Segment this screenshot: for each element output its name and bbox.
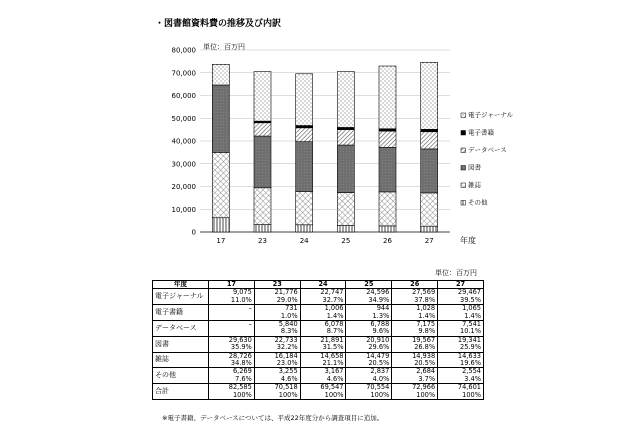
bar-segment	[337, 226, 354, 232]
bar-segment	[379, 226, 396, 232]
bar-segment	[296, 191, 313, 224]
bar-segment	[212, 152, 229, 217]
percent-cell: 34.8%	[209, 360, 255, 368]
y-axis-ticks	[172, 47, 197, 237]
table-unit-label: 単位：百万円	[435, 269, 477, 277]
bar-segment	[421, 226, 438, 232]
value-cell: 1,006	[300, 305, 346, 313]
value-cell: 74,601	[438, 384, 484, 392]
row-label: 雑誌	[153, 352, 209, 368]
value-cell: 14,479	[346, 352, 392, 360]
bar-segment	[421, 129, 438, 131]
value-cell: 19,567	[392, 336, 438, 344]
footnote: ※電子書籍、データベースについては、平成22年度分から調査項目に追加。	[162, 414, 384, 422]
x-tick-label: 24	[299, 237, 309, 245]
value-cell: 21,776	[254, 289, 300, 297]
bar-segment	[337, 127, 354, 129]
legend-label: データベース	[468, 146, 507, 154]
table-header-cell: 25	[346, 281, 392, 289]
y-tick-label: 40,000	[171, 137, 196, 146]
legend-swatch	[461, 183, 466, 188]
legend-swatch	[461, 166, 466, 171]
table-header-cell: 26	[392, 281, 438, 289]
percent-cell	[209, 313, 255, 321]
value-cell: 5,840	[254, 321, 300, 329]
bar-segment	[296, 74, 313, 126]
bar-segment	[379, 192, 396, 226]
value-cell: 2,684	[392, 368, 438, 376]
x-tick-label: 27	[424, 237, 434, 245]
percent-cell: 1.0%	[254, 313, 300, 321]
percent-cell: 39.5%	[438, 297, 484, 305]
percent-cell: 100%	[438, 392, 484, 400]
percent-cell: 4.6%	[300, 376, 346, 384]
percent-cell: 9.8%	[392, 328, 438, 336]
bar-segment	[379, 129, 396, 131]
legend-swatch	[461, 148, 466, 153]
x-tick-label: 17	[216, 237, 226, 245]
table-header-cell: 17	[209, 281, 255, 289]
percent-cell: 100%	[346, 392, 392, 400]
x-tick-label: 25	[341, 237, 351, 245]
chart-bars	[212, 62, 437, 232]
bar-segment	[254, 123, 271, 136]
bar-segment	[421, 193, 438, 226]
table-header-cell: 24	[300, 281, 346, 289]
bar-segment	[337, 145, 354, 193]
legend-label: 図書	[468, 163, 481, 172]
chart-gridlines	[200, 50, 450, 232]
value-cell: 3,167	[300, 368, 346, 376]
value-cell: 24,596	[346, 289, 392, 297]
percent-cell: 4.0%	[346, 376, 392, 384]
chart-legend	[461, 110, 514, 207]
percent-cell: 10.1%	[438, 328, 484, 336]
percent-cell: 21.1%	[300, 360, 346, 368]
value-cell: 27,569	[392, 289, 438, 297]
percent-cell: 8.7%	[300, 328, 346, 336]
bar-segment	[254, 225, 271, 232]
bar-segment	[212, 218, 229, 232]
percent-cell: 100%	[392, 392, 438, 400]
row-label: データベース	[153, 321, 209, 337]
table-header-cell: 27	[438, 281, 484, 289]
y-tick-label: 80,000	[171, 46, 196, 55]
legend-swatch	[461, 113, 466, 118]
value-cell: 28,726	[209, 352, 255, 360]
percent-cell: 1.4%	[438, 313, 484, 321]
value-cell: 7,175	[392, 321, 438, 329]
percent-cell: 25.9%	[438, 344, 484, 352]
row-label: 図書	[153, 336, 209, 352]
percent-cell: 34.9%	[346, 297, 392, 305]
value-cell: 9,075	[209, 289, 255, 297]
data-table	[152, 280, 484, 400]
percent-cell: 20.5%	[346, 360, 392, 368]
table-header-cell: 23	[254, 281, 300, 289]
percent-cell: 4.6%	[254, 376, 300, 384]
bar-segment	[296, 126, 313, 128]
percent-cell: 29.0%	[254, 297, 300, 305]
bar-segment	[254, 72, 271, 122]
value-cell: 14,938	[392, 352, 438, 360]
row-label: 合計	[153, 384, 209, 400]
table-header-label: 年度	[153, 281, 209, 289]
y-tick-label: 70,000	[171, 69, 196, 78]
bar-segment	[296, 225, 313, 232]
row-label: 電子書籍	[153, 305, 209, 321]
bar-segment	[296, 142, 313, 192]
value-cell: 70,518	[254, 384, 300, 392]
value-cell: 6,078	[300, 321, 346, 329]
value-cell: 29,467	[438, 289, 484, 297]
percent-cell: 31.5%	[300, 344, 346, 352]
percent-cell: 1.3%	[346, 313, 392, 321]
value-cell: 2,837	[346, 368, 392, 376]
percent-cell: 29.6%	[346, 344, 392, 352]
y-tick-label: 10,000	[171, 205, 196, 214]
y-tick-label: 30,000	[171, 160, 196, 169]
percent-cell: 100%	[209, 392, 255, 400]
bar-segment	[421, 149, 438, 193]
value-cell: –	[209, 321, 255, 329]
percent-cell: 23.0%	[254, 360, 300, 368]
percent-cell: 20.5%	[392, 360, 438, 368]
bar-segment	[212, 85, 229, 152]
value-cell: 72,966	[392, 384, 438, 392]
value-cell: 3,255	[254, 368, 300, 376]
percent-cell: 9.6%	[346, 328, 392, 336]
bar-segment	[421, 62, 438, 129]
x-tick-label: 26	[383, 237, 392, 245]
bar-segment	[254, 136, 271, 188]
percent-cell: 1.4%	[300, 313, 346, 321]
percent-cell: 35.9%	[209, 344, 255, 352]
value-cell: 69,547	[300, 384, 346, 392]
bar-segment	[337, 130, 354, 145]
value-cell: 2,554	[438, 368, 484, 376]
value-cell: 70,554	[346, 384, 392, 392]
page-title: ・図書館資料費の推移及び内訳	[155, 19, 282, 29]
row-label: その他	[153, 368, 209, 384]
percent-cell: 32.7%	[300, 297, 346, 305]
value-cell: 731	[254, 305, 300, 313]
percent-cell: 32.2%	[254, 344, 300, 352]
y-tick-label: 50,000	[171, 114, 196, 123]
value-cell: 7,541	[438, 321, 484, 329]
bar-segment	[337, 71, 354, 127]
bar-segment	[379, 66, 396, 129]
legend-swatch	[461, 131, 466, 136]
percent-cell: 37.8%	[392, 297, 438, 305]
chart-unit-label: 単位：百万円	[203, 43, 245, 51]
value-cell: 16,184	[254, 352, 300, 360]
bar-segment	[421, 132, 438, 149]
bar-segment	[212, 64, 229, 85]
percent-cell: 8.3%	[254, 328, 300, 336]
percent-cell: 7.6%	[209, 376, 255, 384]
percent-cell: 100%	[254, 392, 300, 400]
value-cell: 1,065	[438, 305, 484, 313]
x-tick-label: 23	[258, 237, 267, 245]
percent-cell: 11.0%	[209, 297, 255, 305]
bar-segment	[254, 188, 271, 225]
value-cell: 14,633	[438, 352, 484, 360]
legend-swatch	[461, 201, 466, 206]
value-cell: 6,269	[209, 368, 255, 376]
legend-label: その他	[468, 198, 488, 207]
value-cell: 1,028	[392, 305, 438, 313]
value-cell: 29,630	[209, 336, 255, 344]
y-tick-label: 60,000	[171, 92, 196, 100]
x-axis-ticks	[216, 237, 433, 245]
value-cell: 22,733	[254, 336, 300, 344]
value-cell: 944	[346, 305, 392, 313]
percent-cell: 19.6%	[438, 360, 484, 368]
value-cell: 20,910	[346, 336, 392, 344]
percent-cell: 100%	[300, 392, 346, 400]
value-cell: 22,747	[300, 289, 346, 297]
legend-label: 電子書籍	[468, 128, 494, 137]
legend-label: 電子ジャーナル	[468, 111, 514, 119]
y-tick-label: 20,000	[171, 183, 196, 191]
legend-label: 雑誌	[468, 181, 481, 189]
value-cell: 82,585	[209, 384, 255, 392]
x-axis-label: 年度	[460, 236, 476, 245]
table-body	[153, 289, 484, 400]
bar-segment	[296, 128, 313, 142]
row-label: 電子ジャーナル	[153, 289, 209, 305]
bar-segment	[379, 131, 396, 147]
bar-segment	[337, 193, 354, 226]
bar-segment	[379, 147, 396, 192]
value-cell: 6,788	[346, 321, 392, 329]
value-cell: 19,341	[438, 336, 484, 344]
value-cell: –	[209, 305, 255, 313]
percent-cell: 3.4%	[438, 376, 484, 384]
percent-cell: 1.4%	[392, 313, 438, 321]
y-tick-label: 0	[191, 228, 196, 237]
percent-cell: 3.7%	[392, 376, 438, 384]
value-cell: 21,891	[300, 336, 346, 344]
percent-cell: 26.8%	[392, 344, 438, 352]
value-cell: 14,658	[300, 352, 346, 360]
